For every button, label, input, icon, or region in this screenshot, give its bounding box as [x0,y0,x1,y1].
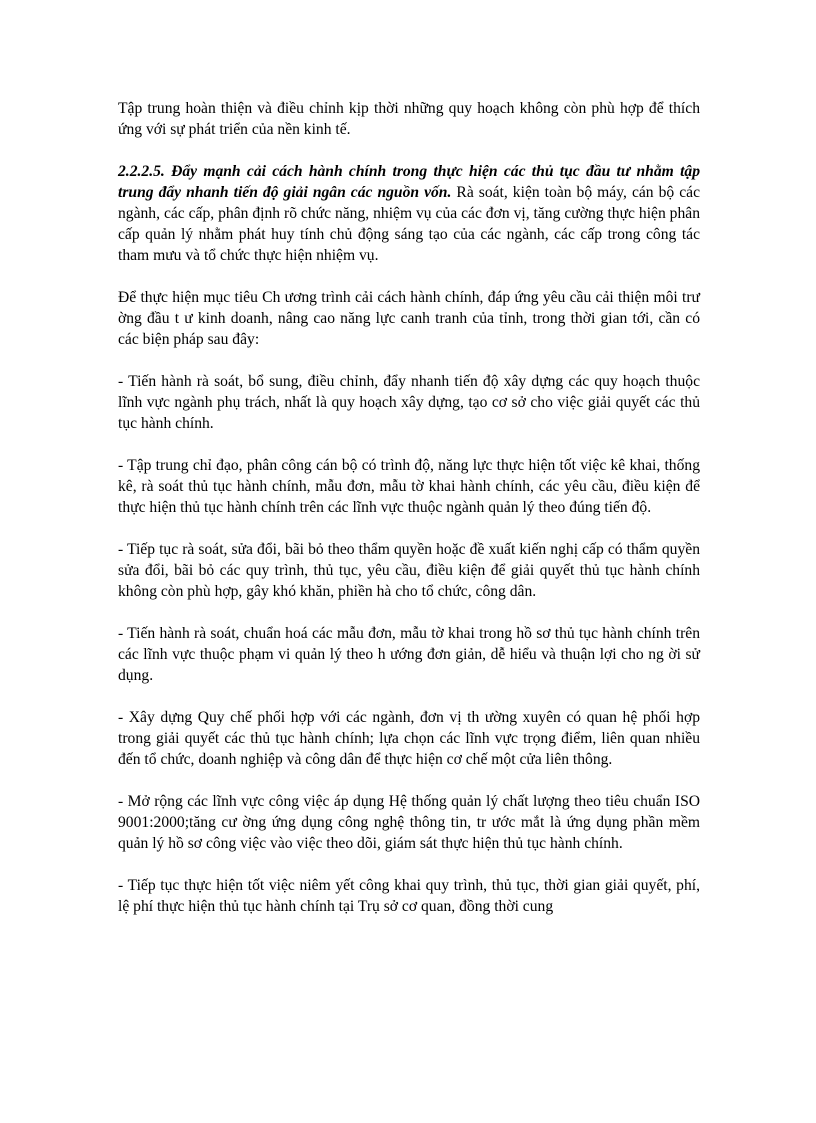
document-page [118,98,700,938]
section-heading: 2.2.2.5. Đẩy mạnh cải cách hành chính trong thực hiện các thủ tục đầu tư nhằm tập trung đẩy nhanh tiến độ giải ngân các nguồn vốn. [118,163,700,201]
measure-paragraph-6: - Mở rộng các lĩnh vực công việc áp dụng Hệ thống quản lý chất lượng theo tiêu chuẩn ISO 9001:2000;tăng cư ờng ứng dụng công nghệ thông tin, tr ước mắt là ứng dụng phần mềm quản lý hồ sơ công việc vào việc theo dõi, giám sát thực hiện thủ tục hành chính. [118,793,700,852]
measure-paragraph-4: - Tiến hành rà soát, chuẩn hoá các mẫu đơn, mẫu tờ khai trong hồ sơ thủ tục hành chính trên các lĩnh vực thuộc phạm vi quản lý theo h ướng đơn giản, dễ hiểu và thuận lợi cho ng ời sử dụng. [118,625,700,684]
intro-paragraph: Tập trung hoàn thiện và điều chỉnh kịp thời những quy hoạch không còn phù hợp để thích ứng với sự phát triển của nền kinh tế. [118,100,700,138]
measure-paragraph-2: - Tập trung chỉ đạo, phân công cán bộ có trình độ, năng lực thực hiện tốt việc kê khai, thống kê, rà soát thủ tục hành chính, mẫu đơn, mẫu tờ khai hành chính, các yêu cầu, điều kiện để thực hiện thủ tục hành chính trên các lĩnh vực thuộc ngành quản lý theo đúng tiến độ. [118,457,700,516]
objective-paragraph: Để thực hiện mục tiêu Ch ương trình cải cách hành chính, đáp ứng yêu cầu cải thiện môi trư ờng đầu t ư kinh doanh, nâng cao năng lực canh tranh của tỉnh, trong thời gian tới, cần có các biện pháp sau đây: [118,289,700,348]
measure-paragraph-5: - Xây dựng Quy chế phối hợp với các ngành, đơn vị th ường xuyên có quan hệ phối hợp trong giải quyết các thủ tục hành chính; lựa chọn các lĩnh vực trọng điểm, liên quan nhiều đến tổ chức, doanh nghiệp và công dân để thực hiện cơ chế một cửa liên thông. [118,709,700,768]
section-body: Rà soát, kiện toàn bộ máy, cán bộ các ngành, các cấp, phân định rõ chức năng, nhiệm vụ của các đơn vị, tăng cường thực hiện phân cấp quản lý nhằm phát huy tính chủ động sáng tạo của các ngành, các cấp trong công tác tham mưu và tổ chức thực hiện nhiệm vụ. [118,184,700,264]
measure-paragraph-1: - Tiến hành rà soát, bổ sung, điều chỉnh, đẩy nhanh tiến độ xây dựng các quy hoạch thuộc lĩnh vực ngành phụ trách, nhất là quy hoạch xây dựng, tạo cơ sở cho việc giải quyết các thủ tục hành chính. [118,373,700,432]
section-paragraph [118,161,700,266]
measure-paragraph-3: - Tiếp tục rà soát, sửa đổi, bãi bỏ theo thẩm quyền hoặc đề xuất kiến nghị cấp có thẩm quyền sửa đổi, bãi bỏ các quy trình, thủ tục, yêu cầu, điều kiện để giải quyết thủ tục hành chính không còn phù hợp, gây khó khăn, phiền hà cho tổ chức, công dân. [118,541,700,600]
measure-paragraph-7: - Tiếp tục thực hiện tốt việc niêm yết công khai quy trình, thủ tục, thời gian giải quyết, phí, lệ phí thực hiện thủ tục hành chính tại Trụ sở cơ quan, đồng thời cung [118,877,700,915]
